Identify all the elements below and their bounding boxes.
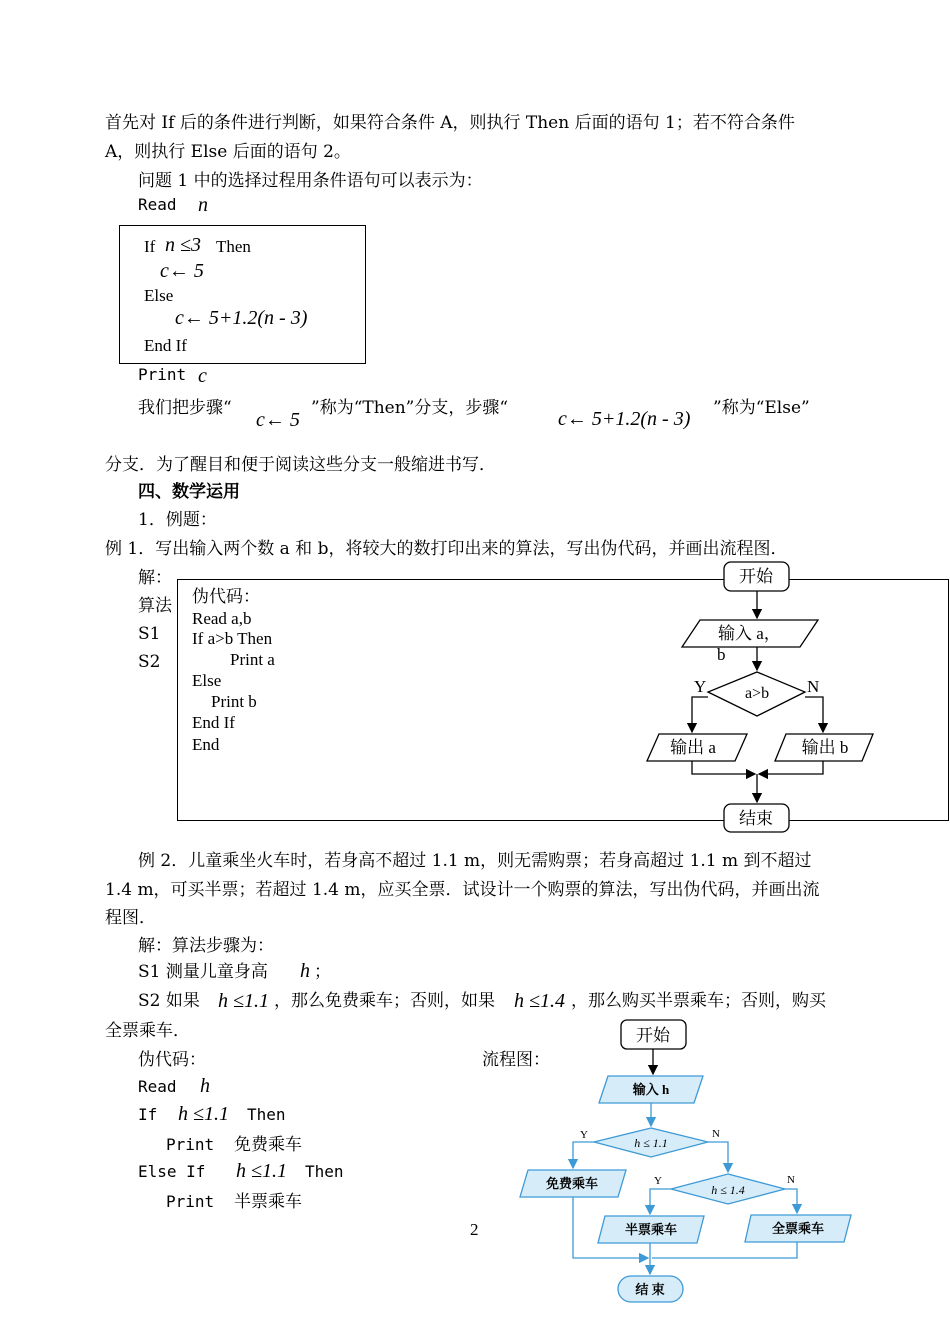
ex1-flow-no: N: [807, 677, 820, 696]
intro-line-3: 问题 1 中的选择过程用条件语句可以表示为：: [138, 171, 483, 191]
ex1-pseudo-else: Else: [192, 671, 222, 690]
ex2-code-half: 半票乘车: [234, 1192, 302, 1212]
ex2-flow-free: 免费乘车: [545, 1176, 599, 1191]
branch-text-4: 分支．为了醒目和便于阅读这些分支一般缩进书写．: [105, 455, 496, 475]
ex2-s1-var: h: [300, 960, 310, 982]
ex2-flow-yes-1: Y: [580, 1129, 588, 1141]
code1-endif: End If: [144, 336, 187, 355]
ex2-code-print2: Print: [166, 1192, 215, 1211]
code1-read: Read: [138, 195, 177, 214]
ex2-s2-d: 全票乘车．: [105, 1021, 190, 1041]
ex1-left-1: 解：: [138, 568, 172, 588]
ex1-flow-cond: a>b: [744, 685, 770, 702]
ex1-pseudo-print-b: Print b: [211, 692, 257, 711]
ex1-flow-yes: Y: [694, 677, 707, 696]
ex2-solution: 解：算法步骤为：: [138, 936, 274, 956]
ex1-pseudo-end: End: [192, 735, 220, 754]
ex2-s2-b: ，那么免费乘车；否则，如果: [274, 991, 495, 1011]
branch-text-2: ”称为“Then”分支，步骤“: [311, 398, 509, 418]
ex2-s2-formula-2: h ≤1.4: [514, 990, 565, 1012]
branch-text-1: 我们把步骤“: [138, 398, 232, 418]
ex2-flow-cond2: h ≤ 1.4: [711, 1183, 745, 1197]
ex2-code-read: Read: [138, 1077, 177, 1096]
ex2-code-if: If: [138, 1105, 158, 1124]
ex2-code-then2: Then: [305, 1162, 344, 1181]
branch-formula-1: c← 5: [256, 409, 300, 431]
ex2-flow-end: 结 束: [635, 1282, 665, 1297]
examples-label: 1．例题：: [138, 510, 217, 530]
ex1-pseudo-label: 伪代码：: [192, 587, 260, 607]
ex1-pseudo-if: If a>b Then: [192, 629, 273, 648]
ex2-flow-yes-2: Y: [654, 1175, 662, 1187]
ex2-code-cond1: h ≤1.1: [178, 1103, 229, 1125]
ex2-p2: 1.4 m，可买半票；若超过 1.4 m，应买全票．试设计一个购票的算法，写出伪代码，并画出流: [105, 880, 820, 900]
ex2-code-then1: Then: [247, 1105, 286, 1124]
ex2-code-elseif: Else If: [138, 1162, 206, 1181]
code1-if: If: [144, 237, 156, 256]
code1-else: Else: [144, 286, 174, 305]
ex2-p1: 例 2．儿童乘坐火车时，若身高不超过 1.1 m，则无需购票；若身高超过 1.1 m 到不超过: [138, 851, 812, 871]
ex1-pseudo-print-a: Print a: [230, 650, 275, 669]
ex2-flow-start: 开始: [636, 1026, 670, 1045]
ex2-flow-no-2: N: [787, 1174, 795, 1186]
ex1-title: 例 1．写出输入两个数 a 和 b，将较大的数打印出来的算法，写出伪代码，并画出流程图．: [105, 539, 788, 559]
ex2-flow-half: 半票乘车: [624, 1222, 678, 1237]
ex2-s2-a: S2 如果: [138, 991, 200, 1011]
code1-then: Then: [216, 237, 251, 256]
page-number: 2: [470, 1220, 479, 1239]
branch-text-3: ”称为“Else”: [713, 398, 810, 418]
ex1-flow-input-l2: b: [717, 645, 726, 664]
code1-cond: n ≤3: [165, 234, 201, 256]
intro-line-1: 首先对 If 后的条件进行判断，如果符合条件 A，则执行 Then 后面的语句 1；若不符合条件: [105, 113, 795, 133]
ex1-left-3: S1: [138, 624, 161, 644]
ex2-s2-c: ，那么购买半票乘车；否则，购买: [571, 991, 826, 1011]
code1-print: Print: [138, 365, 187, 384]
ex1-flow-out-b: 输出 b: [801, 738, 849, 757]
code1-read-var: n: [198, 194, 208, 216]
ex2-code-read-var: h: [200, 1075, 210, 1097]
branch-formula-2: c← 5+1.2(n - 3): [558, 408, 691, 430]
code1-assign2: c← 5+1.2(n - 3): [175, 307, 308, 329]
ex1-flow-start: 开始: [739, 567, 773, 586]
ex2-flow-no-1: N: [712, 1128, 720, 1140]
intro-line-2: A，则执行 Else 后面的语句 2。: [105, 142, 351, 162]
ex2-s1-end: ；: [314, 962, 331, 982]
ex1-pseudo-endif: End If: [192, 713, 235, 732]
ex2-p3: 程图．: [105, 908, 156, 928]
section-heading: 四、数学运用: [138, 482, 240, 502]
ex1-flow-out-a: 输出 a: [670, 738, 716, 757]
ex2-s2-formula-1: h ≤1.1: [218, 990, 269, 1012]
ex1-left-2: 算法: [138, 596, 172, 616]
ex2-flow-full: 全票乘车: [771, 1221, 825, 1236]
ex2-code-free: 免费乘车: [234, 1135, 302, 1155]
ex2-code-print1: Print: [166, 1135, 215, 1154]
ex2-s1: S1 测量儿童身高: [138, 962, 268, 982]
code1-print-var: c: [198, 365, 207, 387]
ex2-flow-label: 流程图：: [482, 1050, 550, 1070]
ex1-pseudo-read: Read a,b: [192, 609, 252, 628]
ex2-pseudo-label: 伪代码：: [138, 1050, 206, 1070]
ex1-flow-input-l1: 输入 a，: [718, 624, 781, 643]
code1-assign1: c← 5: [160, 260, 204, 282]
ex1-flow-end: 结束: [739, 809, 773, 828]
ex2-flow-cond1: h ≤ 1.1: [634, 1136, 668, 1150]
ex2-flow-input: 输入 h: [632, 1082, 670, 1097]
ex2-code-cond2: h ≤1.1: [236, 1160, 287, 1182]
ex1-left-4: S2: [138, 652, 161, 672]
